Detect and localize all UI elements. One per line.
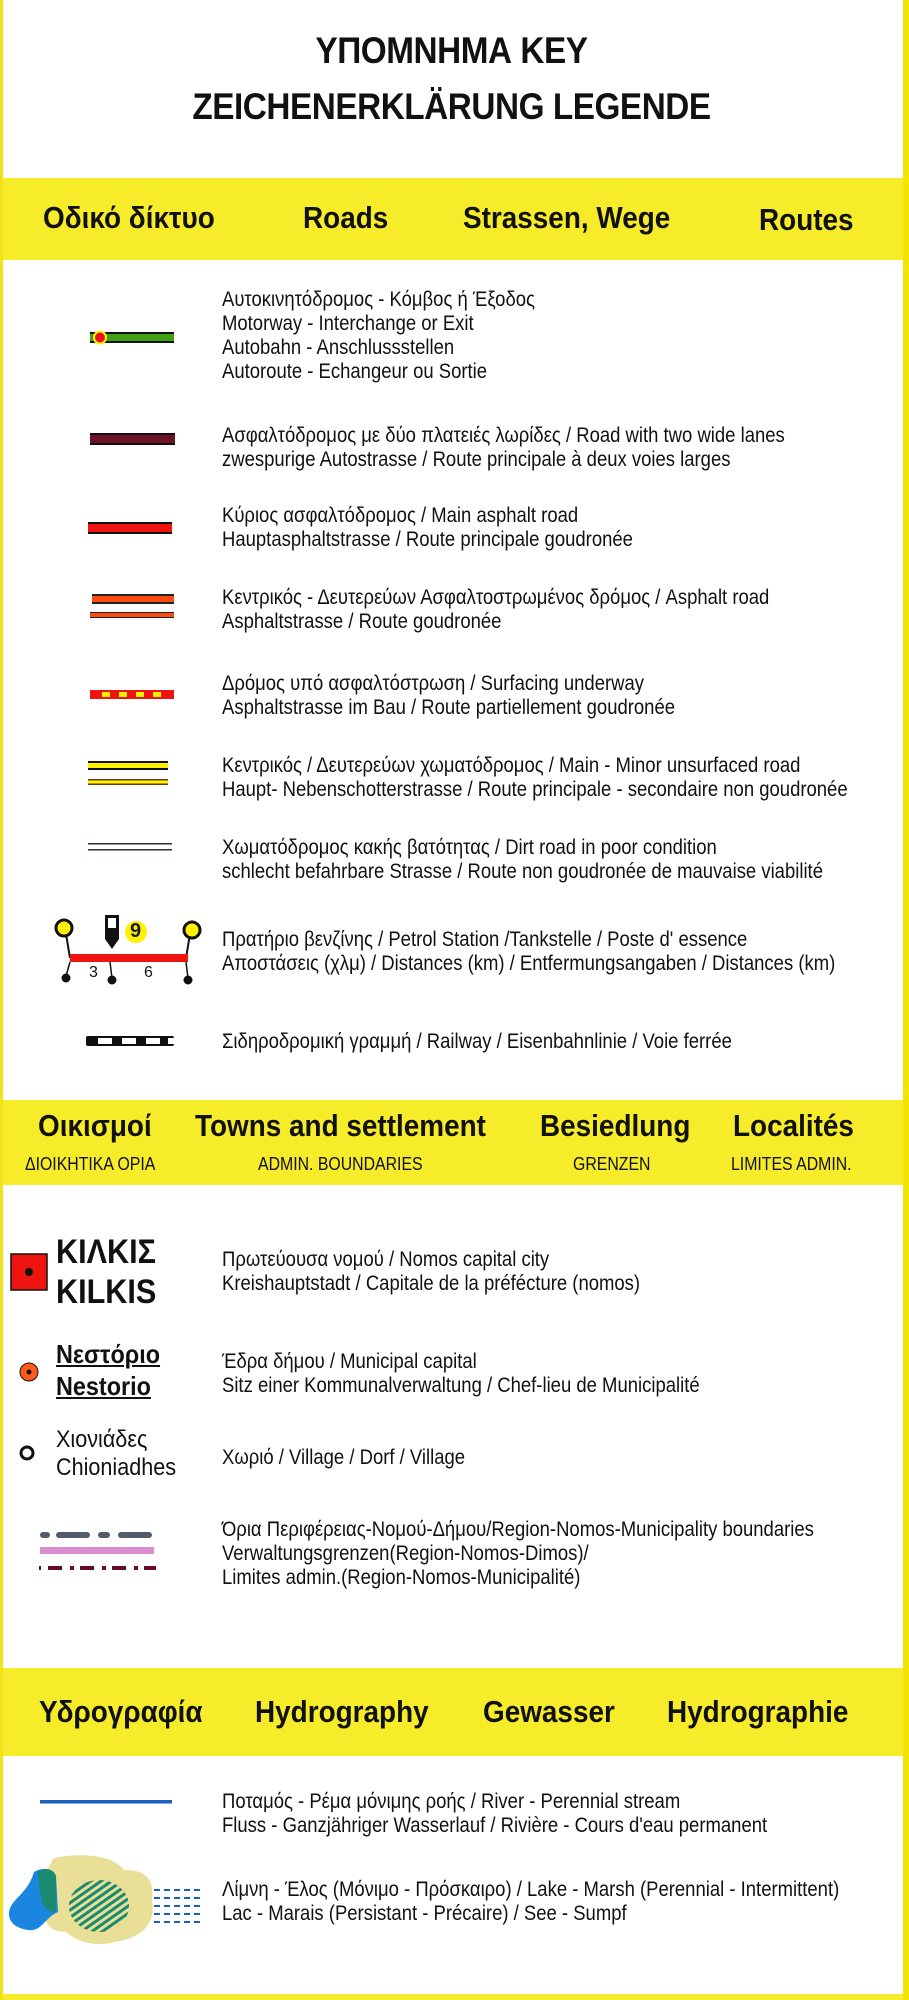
admin-boundaries-icon: [38, 1530, 168, 1586]
nomos-capital-sample-name: ΚΙΛΚΙΣ KILKIS: [56, 1233, 157, 1311]
legend-entry-lake-marsh: Λίμνη - Έλος (Μόνιμο - Πρόσκαιρο) / Lake - Marsh (Perennial - Intermittent) Lac - Marais (Persistant - Précaire) / See - Sumpf: [222, 1878, 840, 1925]
surfacing-underway-icon: [90, 689, 180, 701]
roads-heading-english: Roads: [303, 200, 389, 235]
legend-title-line2: ZEICHENERKLÄRUNG LEGENDE: [192, 86, 711, 127]
distance-label-1: 3: [89, 964, 98, 981]
legend-entry-surfacing-underway: Δρόμος υπό ασφαλτόστρωση / Surfacing underway Asphaltstrasse im Bau / Route partiellement goudronée: [222, 672, 676, 719]
hydro-heading-french: Hydrographie: [667, 1694, 849, 1729]
river-icon: [40, 1798, 176, 1806]
hydro-heading-german: Gewasser: [483, 1694, 615, 1729]
station-number: 9: [130, 920, 142, 942]
legend-entry-unsurfaced-road: Κεντρικός / Δευτερεύων χωματόδρομος / Main - Minor unsurfaced road Haupt- Nebenschotterstrasse / Route principale - secondaire non goudronée: [222, 754, 848, 801]
right-border-strip: [903, 0, 909, 2000]
main-asphalt-road-icon: [88, 521, 178, 535]
towns-heading-german: Besiedlung: [540, 1108, 691, 1143]
towns-subheading-greek: ΔΙΟΙΚΗΤΙΚΑ ΟΡΙΑ: [25, 1154, 156, 1174]
legend-entry-municipal-capital: Έδρα δήμου / Municipal capital Sitz einer Kommunalverwaltung / Chef-lieu de Municipalité: [222, 1350, 700, 1397]
nomos-capital-icon: [10, 1253, 52, 1295]
legend-entry-main-asphalt-road: Κύριος ασφαλτόδρομος / Main asphalt road Hauptasphaltstrasse / Route principale goudronée: [222, 504, 633, 551]
unsurfaced-road-icon: [88, 760, 178, 790]
locality-marker-right: [184, 922, 200, 938]
distance-label-2: 6: [144, 964, 153, 981]
roads-heading-greek: Οδικό δίκτυο: [43, 200, 215, 235]
legend-title-line1: ΥΠΟΜΝΗΜΑ KEY: [315, 30, 588, 71]
legend-entry-petrol-distances: Πρατήριο βενζίνης / Petrol Station /Tankstelle / Poste d' essence Αποστάσεις (χλμ) / Distances (km) / Entfermungsangaben / Distances (km): [222, 928, 836, 975]
towns-section-header: [3, 1100, 903, 1185]
railway-icon: [86, 1034, 178, 1048]
village-sample-name: Χιονιάδες Chioniadhes: [56, 1426, 177, 1481]
towns-heading-english: Towns and settlement: [195, 1108, 486, 1143]
legend-entry-motorway: Αυτοκινητόδρομος - Κόμβος ή Έξοδος Motorway - Interchange or Exit Autobahn - Anschlussstellen Autoroute - Echangeur ou Sortie: [222, 288, 535, 383]
municipal-capital-icon: [18, 1361, 42, 1385]
asphalt-road-icon: [90, 592, 180, 626]
towns-heading-greek: Οικισμοί: [38, 1108, 152, 1143]
motorway-icon: [88, 328, 178, 348]
two-lane-road-icon: [90, 432, 180, 446]
roads-heading-french: Routes: [759, 202, 854, 237]
locality-marker-left: [56, 920, 72, 936]
towns-heading-french: Localités: [733, 1108, 854, 1143]
legend-entry-village: Χωριό / Village / Dorf / Village: [222, 1446, 466, 1469]
village-icon: [18, 1444, 38, 1464]
lake-marsh-icon: [4, 1852, 220, 1952]
legend-entry-two-lane-road: Ασφαλτόδρομος με δύο πλατειές λωρίδες / Road with two wide lanes zwespurige Autostrasse / Route principale à deux voies larges: [222, 424, 785, 471]
legend-entry-nomos-capital: Πρωτεύουσα νομού / Nomos capital city Kreishauptstadt / Capitale de la préfécture (nomos): [222, 1248, 641, 1295]
legend-entry-asphalt-road: Κεντρικός - Δευτερεύων Ασφαλτοστρωμένος δρόμος / Asphalt road Asphaltstrasse / Route goudronée: [222, 586, 770, 633]
dirt-road-icon: [88, 842, 178, 854]
legend-entry-dirt-road: Χωματόδρομος κακής βατότητας / Dirt road in poor condition schlecht befahrbare Strasse / Route non goudronée de mauvaise viabilité: [222, 836, 823, 883]
towns-subheading-french: LIMITES ADMIN.: [731, 1154, 852, 1174]
bottom-band-edge: [3, 1994, 903, 2000]
legend-entry-river: Ποταμός - Ρέμα μόνιμης ροής / River - Perennial stream Fluss - Ganzjähriger Wasserlauf / Rivière - Cours d'eau permanent: [222, 1790, 768, 1837]
legend-entry-railway: Σιδηροδρομική γραμμή / Railway / Eisenbahnlinie / Voie ferrée: [222, 1030, 732, 1053]
towns-subheading-german: GRENZEN: [573, 1154, 651, 1174]
hydrography-section-header: [3, 1668, 903, 1756]
roads-section-header: [3, 178, 903, 260]
legend-entry-admin-boundaries: Όρια Περιφέρειας-Νομού-Δήμου/Region-Nomos-Municipality boundaries Verwaltungsgrenzen(Region-Nomos-Dimos)/ Limites admin.(Region-Nomos-Municipalité): [222, 1518, 814, 1589]
hydro-heading-greek: Υδρογραφία: [39, 1694, 203, 1729]
roads-heading-german: Strassen, Wege: [463, 200, 671, 235]
hydro-heading-english: Hydrography: [255, 1694, 429, 1729]
municipal-capital-sample-name: Νεστόριο Nestorio: [56, 1339, 161, 1401]
towns-subheading-english: ADMIN. BOUNDARIES: [258, 1154, 423, 1174]
